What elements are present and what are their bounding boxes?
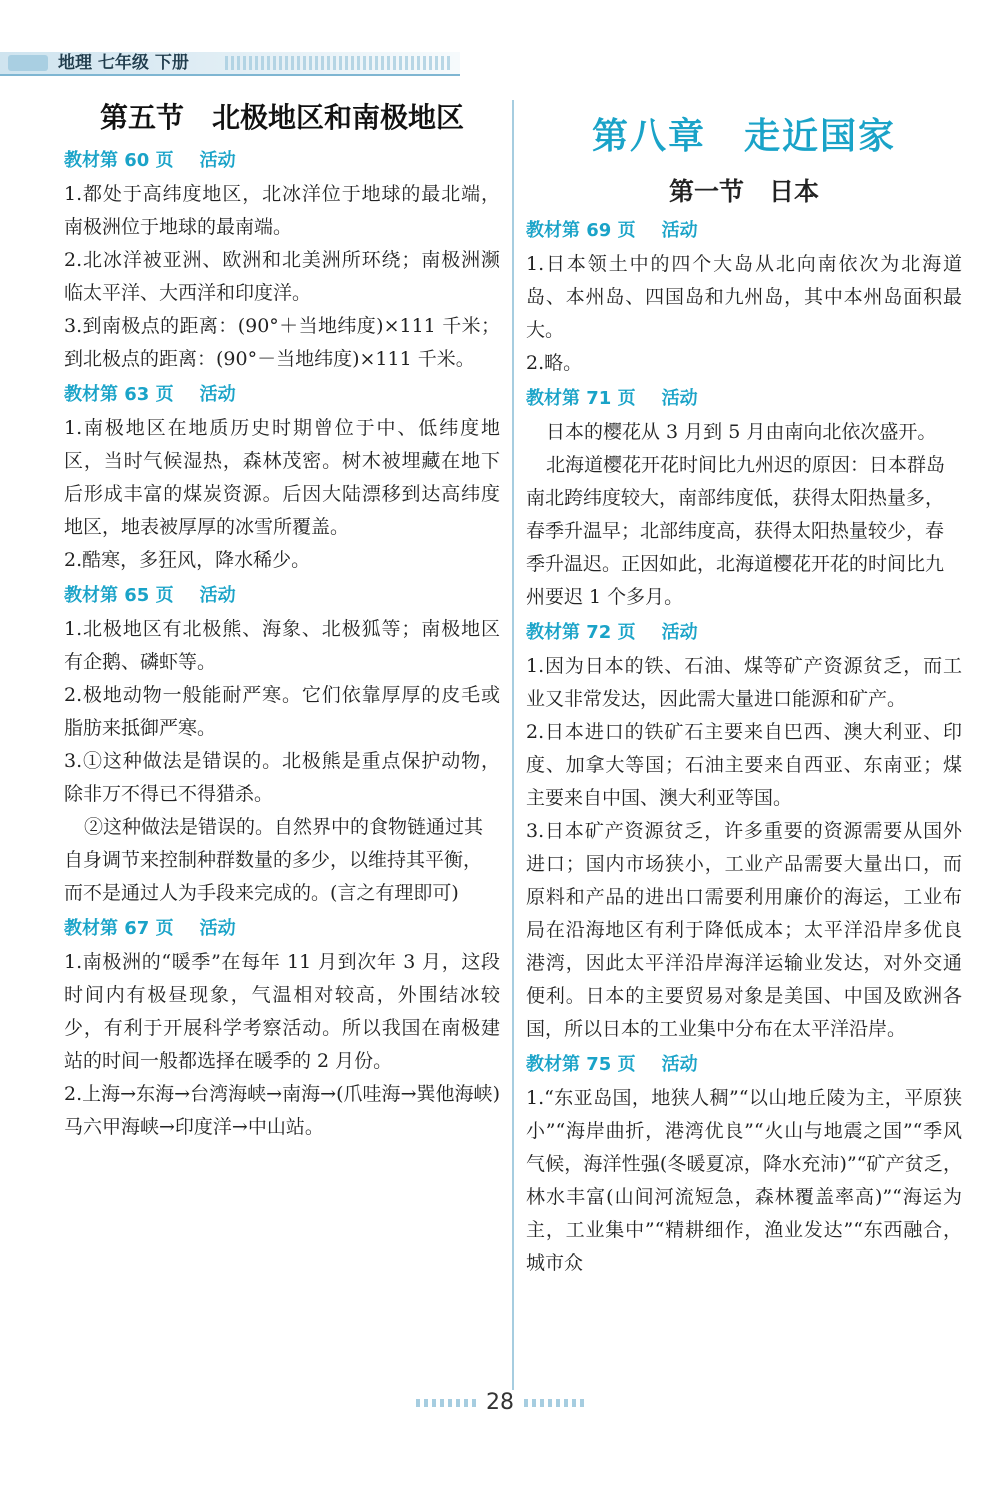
textbook-ref: [64, 146, 500, 176]
right-column: [526, 98, 962, 1280]
answer-item: 2.上海→东海→台湾海峡→南海→(爪哇海→巽他海峡)马六甲海峡→印度洋→中山站。: [64, 1083, 500, 1138]
answer-item: 1.南极地区在地质历史时期曾位于中、低纬度地区，当时气候湿热，森林茂密。树木被埋藏在地下后形成丰富的煤炭资源。后因大陆漂移到达高纬度地区，地表被厚厚的冰雪所覆盖。: [64, 417, 500, 538]
textbook-ref: [526, 384, 962, 414]
answer-item: 1.日本领土中的四个大岛从北向南依次为北海道岛、本州岛、四国岛和九州岛，其中本州岛面积最大。: [526, 253, 962, 341]
section-title: 第一节 日本: [668, 177, 819, 206]
answer-item: 2.极地动物一般能耐严寒。它们依靠厚厚的皮毛或脂肪来抵御严寒。: [64, 684, 500, 739]
ref-activity: 活动: [661, 622, 698, 643]
ref-page: 教材第 65 页: [64, 585, 174, 606]
answer-item: 3.到南极点的距离：(90°＋当地纬度)×111 千米；到北极点的距离：(90°－当地纬度)×111 千米。: [64, 315, 500, 370]
answer-paragraph: ②这种做法是错误的。自然界中的食物链通过其自身调节来控制种群数量的多少，以维持其平衡，而不是通过人为手段来完成的。(言之有理即可): [64, 816, 484, 904]
ref-page: 教材第 67 页: [64, 918, 174, 939]
section-title: 第五节 北极地区和南极地区: [99, 101, 464, 134]
ref-page: 教材第 69 页: [526, 220, 636, 241]
page-footer: [0, 1390, 1000, 1415]
ref-activity: 活动: [661, 1054, 698, 1075]
ref-page: 教材第 63 页: [64, 384, 174, 405]
textbook-ref: [526, 216, 962, 246]
ref-page: 教材第 75 页: [526, 1054, 636, 1075]
ref-activity: 活动: [199, 384, 236, 405]
answer-item: 3.①这种做法是错误的。北极熊是重点保护动物，除非万不得已不得猎杀。: [64, 750, 500, 805]
ref-activity: 活动: [661, 388, 698, 409]
ref-page: 教材第 71 页: [526, 388, 636, 409]
ref-activity: 活动: [661, 220, 698, 241]
header-chip: [8, 55, 48, 71]
answer-item: 1.因为日本的铁、石油、煤等矿产资源贫乏，而工业又非常发达，因此需大量进口能源和矿产。: [526, 655, 962, 710]
page-number: 28: [486, 1390, 514, 1415]
footer-deco-left: [416, 1399, 476, 1407]
textbook-ref: [526, 1050, 962, 1080]
answer-item: 1.“东亚岛国，地狭人稠”“以山地丘陵为主，平原狭小”“海岸曲折，港湾优良”“火山与地震之国”“季风气候，海洋性强(冬暖夏凉，降水充沛)”“矿产贫乏，林水丰富(山间河流短急，森林覆盖率高)”“海运为主，工业集中”“精耕细作，渔业发达”“东西融合，城市众: [526, 1087, 962, 1274]
answer-item: 2.略。: [526, 352, 583, 374]
chapter-title: 第八章 走近国家: [591, 116, 896, 157]
header-title: 地理 七年级 下册: [58, 53, 189, 73]
ref-page: 教材第 72 页: [526, 622, 636, 643]
running-header: [0, 48, 470, 76]
answer-item: 2.日本进口的铁矿石主要来自巴西、澳大利亚、印度、加拿大等国；石油主要来自西亚、东南亚；煤主要来自中国、澳大利亚等国。: [526, 721, 962, 809]
footer-deco-right: [524, 1399, 584, 1407]
ref-activity: 活动: [199, 150, 236, 171]
answer-item: 1.南极洲的“暖季”在每年 11 月到次年 3 月，这段时间内有极昼现象，气温相对较高，外围结冰较少，有利于开展科学考察活动。所以我国在南极建站的时间一般都选择在暖季的 2 月份。: [64, 951, 500, 1072]
header-dots: [225, 56, 450, 70]
textbook-ref: [64, 380, 500, 410]
answer-item: 2.酷寒，多狂风，降水稀少。: [64, 549, 311, 571]
ref-activity: 活动: [199, 918, 236, 939]
ref-page: 教材第 60 页: [64, 150, 174, 171]
answer-paragraph: 北海道樱花开花时间比九州迟的原因：日本群岛南北跨纬度较大，南部纬度低，获得太阳热量多，春季升温早；北部纬度高，获得太阳热量较少，春季升温迟。正因如此，北海道樱花开花的时间比九州要迟 1 个多月。: [526, 454, 946, 608]
answer-item: 2.北冰洋被亚洲、欧洲和北美洲所环绕；南极洲濒临太平洋、大西洋和印度洋。: [64, 249, 500, 304]
textbook-ref: [64, 581, 500, 611]
answer-item: 1.都处于高纬度地区，北冰洋位于地球的最北端，南极洲位于地球的最南端。: [64, 183, 500, 238]
answer-item: 3.日本矿产资源贫乏，许多重要的资源需要从国外进口；国内市场狭小，工业产品需要大量出口，而原料和产品的进出口需要利用廉价的海运，工业布局在沿海地区有利于降低成本；太平洋沿岸多优良港湾，因此太平洋沿岸海洋运输业发达，对外交通便利。日本的主要贸易对象是美国、中国及欧洲各国，所以日本的工业集中分布在太平洋沿岸。: [526, 820, 962, 1040]
answer-item: 1.北极地区有北极熊、海象、北极狐等；南极地区有企鹅、磷虾等。: [64, 618, 500, 673]
textbook-ref: [526, 618, 962, 648]
column-divider: [512, 100, 514, 1390]
left-column: [64, 98, 500, 1144]
answer-paragraph: 日本的樱花从 3 月到 5 月由南向北依次盛开。: [546, 421, 937, 443]
textbook-ref: [64, 914, 500, 944]
ref-activity: 活动: [199, 585, 236, 606]
